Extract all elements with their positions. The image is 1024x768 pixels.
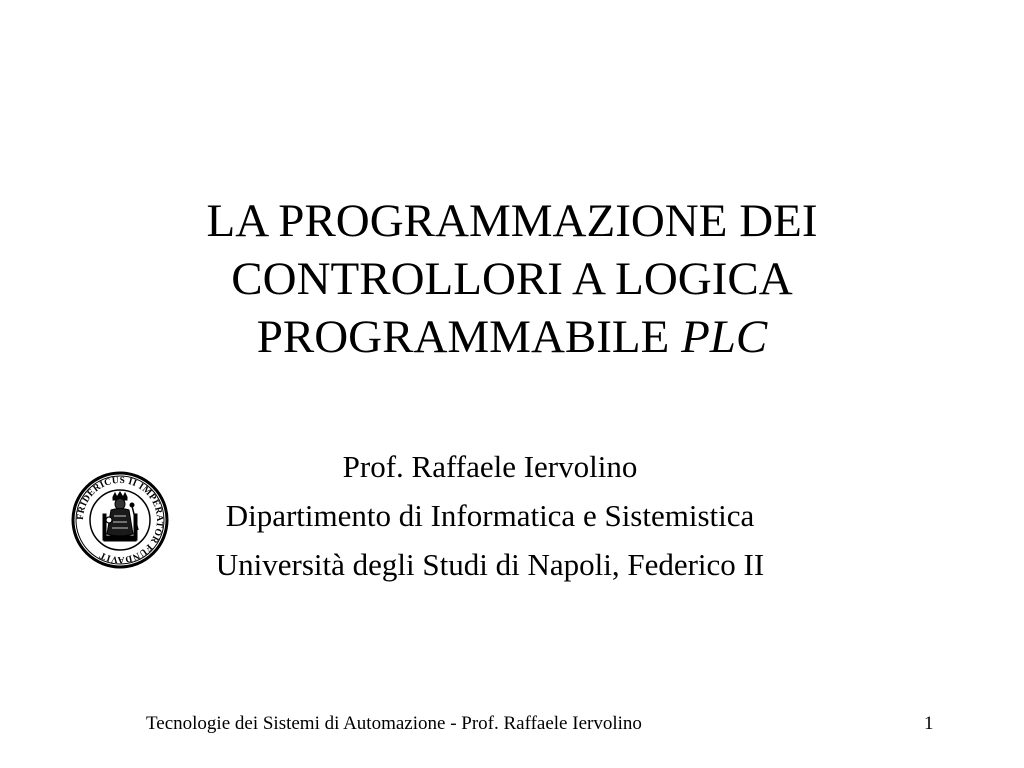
title-line-3-text: PROGRAMMABILE — [256, 311, 682, 363]
author-university: Università degli Studi di Napoli, Federico II — [215, 547, 765, 582]
footer-course-text: Tecnologie dei Sistemi di Automazione - Prof. Raffaele Iervolino — [146, 713, 642, 734]
author-block — [140, 442, 840, 589]
title-acronym: PLC — [681, 311, 768, 363]
author-name: Prof. Raffaele Iervolino — [342, 449, 638, 484]
slide-footer — [0, 713, 1024, 743]
author-department: Dipartimento di Informatica e Sistemistica — [225, 498, 755, 533]
page-number: 1 — [924, 713, 934, 734]
title-line-3 — [112, 308, 912, 366]
title-line-2: CONTROLLORI A LOGICA — [231, 253, 793, 305]
seal-legend: FRIDERICUS II IMPERATOR FUNDAVIT — [75, 475, 165, 565]
title-line-1: LA PROGRAMMAZIONE DEI — [206, 195, 818, 247]
slide-title — [112, 192, 912, 366]
